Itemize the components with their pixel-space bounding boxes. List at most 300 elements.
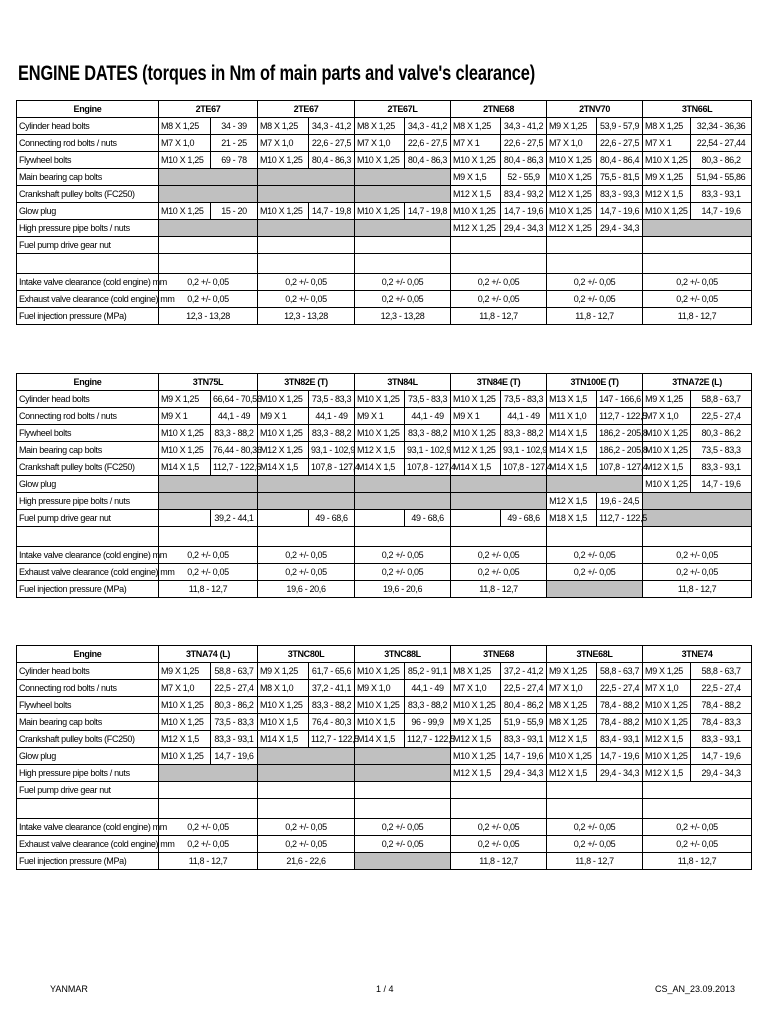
torque-value-cell: 80,4 - 86,2 — [501, 697, 547, 714]
torque-value-cell: 29,4 - 34,3 — [597, 765, 643, 782]
thread-size-cell: M10 X 1,25 — [451, 391, 501, 408]
value-cell — [258, 237, 355, 254]
value-cell: 0,2 +/- 0,05 — [258, 547, 355, 564]
value-cell — [643, 527, 752, 547]
row-label: Cylinder head bolts — [17, 663, 159, 680]
value-cell: 11,8 - 12,7 — [547, 308, 643, 325]
row-label: Connecting rod bolts / nuts — [17, 408, 159, 425]
table-row — [17, 765, 752, 782]
torque-value-cell: 14,7 - 19,6 — [691, 203, 752, 220]
torque-value-cell: 44,1 - 49 — [405, 680, 451, 697]
value-cell — [547, 254, 643, 274]
value-cell: 12,3 - 13,28 — [355, 308, 451, 325]
thread-size-cell: M7 X 1 — [451, 135, 501, 152]
torque-value-cell: 22,54 - 27,44 — [691, 135, 752, 152]
engine-model-header: 2TE67 — [258, 101, 355, 118]
torque-value-cell: 78,4 - 83,3 — [691, 714, 752, 731]
value-cell: 19,6 - 20,6 — [355, 581, 451, 598]
torque-value-cell: 112,7 - 122,5 — [405, 731, 451, 748]
table-header-row — [17, 646, 752, 663]
torque-value-cell: 107,8 - 127,4 — [501, 459, 547, 476]
thread-size-cell: M10 X 1,25 — [643, 476, 691, 493]
value-cell: 19,6 - 20,6 — [258, 581, 355, 598]
torque-value-cell: 14,7 - 19,6 — [691, 748, 752, 765]
value-cell: 0,2 +/- 0,05 — [643, 836, 752, 853]
row-label: Glow plug — [17, 203, 159, 220]
torque-value-cell: 29,4 - 34,3 — [691, 765, 752, 782]
value-cell: 0,2 +/- 0,05 — [258, 274, 355, 291]
value-cell: 0,2 +/- 0,05 — [258, 819, 355, 836]
torque-value-cell: 34,3 - 41,2 — [405, 118, 451, 135]
shaded-cell — [258, 186, 355, 203]
value-cell: 0,2 +/- 0,05 — [355, 547, 451, 564]
thread-size-cell: M13 X 1,5 — [547, 391, 597, 408]
torque-value-cell: 80,4 - 86,3 — [501, 152, 547, 169]
value-cell: 0,2 +/- 0,05 — [643, 274, 752, 291]
torque-value-cell: 93,1 - 102,9 — [501, 442, 547, 459]
thread-size-cell: M10 X 1,25 — [643, 442, 691, 459]
footer-left: YANMAR — [50, 984, 88, 994]
row-label: Fuel pump drive gear nut — [17, 237, 159, 254]
table-row — [17, 203, 752, 220]
row-label: Crankshaft pulley bolts (FC250) — [17, 459, 159, 476]
engine-column-header: Engine — [17, 646, 159, 663]
engine-model-header: 3TNC80L — [258, 646, 355, 663]
value-cell: 12,3 - 13,28 — [258, 308, 355, 325]
thread-size-cell: M9 X 1,0 — [355, 680, 405, 697]
value-cell — [643, 782, 752, 799]
thread-size-cell: M14 X 1,5 — [258, 459, 309, 476]
value-cell: 0,2 +/- 0,05 — [547, 819, 643, 836]
value-cell — [643, 237, 752, 254]
value-cell — [451, 254, 547, 274]
torque-value-cell: 29,4 - 34,3 — [501, 220, 547, 237]
torque-value-cell: 14,7 - 19,8 — [405, 203, 451, 220]
shaded-cell — [159, 220, 258, 237]
table-row — [17, 476, 752, 493]
footer-page-number: 1 / 4 — [376, 984, 394, 994]
torque-value-cell: 22,5 - 27,4 — [211, 680, 258, 697]
row-label: Exhaust valve clearance (cold engine) mm — [17, 836, 159, 853]
torque-value-cell: 37,2 - 41,2 — [501, 663, 547, 680]
value-cell — [258, 527, 355, 547]
spec-table — [16, 100, 752, 325]
table-row — [17, 442, 752, 459]
value-cell — [159, 237, 258, 254]
thread-size-cell: M10 X 1,25 — [643, 152, 691, 169]
row-label: High pressure pipe bolts / nuts — [17, 220, 159, 237]
table-header-row — [17, 374, 752, 391]
value-cell — [547, 527, 643, 547]
shaded-cell — [159, 186, 258, 203]
footer-doc-id: CS_AN_23.09.2013 — [655, 984, 736, 994]
thread-size-cell — [355, 510, 405, 527]
thread-size-cell: M12 X 1,5 — [643, 459, 691, 476]
row-label: Cylinder head bolts — [17, 391, 159, 408]
torque-value-cell: 69 - 78 — [211, 152, 258, 169]
table-row — [17, 680, 752, 697]
thread-size-cell: M9 X 1,25 — [547, 118, 597, 135]
shaded-cell — [355, 476, 451, 493]
torque-value-cell: 107,8 - 127,4 — [405, 459, 451, 476]
shaded-cell — [643, 220, 752, 237]
row-label: Exhaust valve clearance (cold engine) mm — [17, 291, 159, 308]
value-cell — [258, 782, 355, 799]
thread-size-cell: M8 X 1,25 — [451, 118, 501, 135]
thread-size-cell: M7 X 1,0 — [547, 135, 597, 152]
value-cell — [451, 799, 547, 819]
value-cell: 0,2 +/- 0,05 — [258, 836, 355, 853]
thread-size-cell: M8 X 1,25 — [547, 714, 597, 731]
value-cell: 11,8 - 12,7 — [643, 308, 752, 325]
thread-size-cell: M11 X 1,0 — [547, 408, 597, 425]
value-cell: 11,8 - 12,7 — [643, 581, 752, 598]
value-cell: 0,2 +/- 0,05 — [159, 836, 258, 853]
row-label — [17, 527, 159, 547]
row-label: Connecting rod bolts / nuts — [17, 135, 159, 152]
torque-value-cell: 34,3 - 41,2 — [309, 118, 355, 135]
table-row — [17, 782, 752, 799]
torque-value-cell: 73,5 - 83,3 — [309, 391, 355, 408]
engine-model-header: 3TN84L — [355, 374, 451, 391]
thread-size-cell: M10 X 1,25 — [643, 748, 691, 765]
value-cell: 0,2 +/- 0,05 — [159, 291, 258, 308]
value-cell: 11,8 - 12,7 — [451, 853, 547, 870]
thread-size-cell: M10 X 1,25 — [547, 152, 597, 169]
thread-size-cell: M10 X 1,25 — [258, 425, 309, 442]
torque-value-cell: 22,5 - 27,4 — [691, 680, 752, 697]
table-row — [17, 237, 752, 254]
thread-size-cell: M10 X 1,25 — [355, 152, 405, 169]
row-label: Fuel pump drive gear nut — [17, 782, 159, 799]
thread-size-cell: M10 X 1,25 — [643, 203, 691, 220]
thread-size-cell: M7 X 1,0 — [643, 680, 691, 697]
thread-size-cell: M12 X 1,25 — [547, 220, 597, 237]
torque-value-cell: 15 - 20 — [211, 203, 258, 220]
torque-value-cell: 22,6 - 27,5 — [309, 135, 355, 152]
value-cell — [451, 237, 547, 254]
value-cell — [643, 799, 752, 819]
thread-size-cell: M12 X 1,5 — [451, 186, 501, 203]
thread-size-cell: M14 X 1,5 — [547, 425, 597, 442]
thread-size-cell: M14 X 1,5 — [355, 731, 405, 748]
torque-value-cell: 58,8 - 63,7 — [597, 663, 643, 680]
torque-value-cell: 83,3 - 88,2 — [405, 425, 451, 442]
torque-value-cell: 44,1 - 49 — [309, 408, 355, 425]
row-label: Connecting rod bolts / nuts — [17, 680, 159, 697]
torque-value-cell: 83,3 - 93,1 — [501, 731, 547, 748]
engine-model-header: 3TNE68L — [547, 646, 643, 663]
shaded-cell — [355, 765, 451, 782]
value-cell — [451, 527, 547, 547]
torque-value-cell: 83,4 - 93,1 — [597, 731, 643, 748]
table-row — [17, 135, 752, 152]
thread-size-cell: M8 X 1,0 — [258, 680, 309, 697]
thread-size-cell: M10 X 1,25 — [258, 391, 309, 408]
value-cell — [547, 799, 643, 819]
table-row — [17, 799, 752, 819]
engine-model-header: 2TE67L — [355, 101, 451, 118]
shaded-cell — [258, 220, 355, 237]
thread-size-cell: M14 X 1,5 — [159, 459, 211, 476]
table-row — [17, 836, 752, 853]
torque-value-cell: 14,7 - 19,6 — [691, 476, 752, 493]
value-cell — [258, 799, 355, 819]
shaded-cell — [355, 853, 451, 870]
table-row — [17, 527, 752, 547]
thread-size-cell: M9 X 1 — [451, 408, 501, 425]
thread-size-cell: M7 X 1,0 — [643, 408, 691, 425]
value-cell: 0,2 +/- 0,05 — [547, 547, 643, 564]
torque-value-cell: 22,5 - 27,4 — [597, 680, 643, 697]
thread-size-cell: M9 X 1 — [355, 408, 405, 425]
thread-size-cell — [258, 510, 309, 527]
thread-size-cell: M10 X 1,5 — [258, 714, 309, 731]
torque-value-cell: 96 - 99,9 — [405, 714, 451, 731]
engine-model-header: 3TNC88L — [355, 646, 451, 663]
thread-size-cell: M10 X 1,25 — [355, 203, 405, 220]
value-cell: 0,2 +/- 0,05 — [451, 819, 547, 836]
thread-size-cell: M12 X 1,5 — [159, 731, 211, 748]
torque-value-cell: 78,4 - 88,2 — [597, 714, 643, 731]
torque-value-cell: 83,4 - 93,2 — [501, 186, 547, 203]
thread-size-cell: M10 X 1,25 — [159, 442, 211, 459]
table-row — [17, 291, 752, 308]
torque-value-cell: 93,1 - 102,9 — [405, 442, 451, 459]
torque-value-cell: 66,64 - 70,56 — [211, 391, 258, 408]
torque-value-cell: 44,1 - 49 — [501, 408, 547, 425]
row-label: Fuel injection pressure (MPa) — [17, 853, 159, 870]
torque-value-cell: 83,3 - 93,1 — [211, 731, 258, 748]
thread-size-cell: M9 X 1,25 — [451, 714, 501, 731]
torque-value-cell: 73,5 - 83,3 — [211, 714, 258, 731]
shaded-cell — [159, 493, 258, 510]
torque-value-cell: 83,3 - 88,2 — [501, 425, 547, 442]
row-label: Main bearing cap bolts — [17, 714, 159, 731]
torque-value-cell: 49 - 68,6 — [309, 510, 355, 527]
row-label: Flywheel bolts — [17, 697, 159, 714]
thread-size-cell: M10 X 1,25 — [451, 425, 501, 442]
thread-size-cell: M9 X 1,25 — [159, 663, 211, 680]
row-label: Main bearing cap bolts — [17, 169, 159, 186]
shaded-cell — [159, 169, 258, 186]
torque-value-cell: 22,5 - 27,4 — [691, 408, 752, 425]
engine-model-header: 3TN75L — [159, 374, 258, 391]
shaded-cell — [258, 169, 355, 186]
value-cell: 11,8 - 12,7 — [159, 853, 258, 870]
row-label: Crankshaft pulley bolts (FC250) — [17, 186, 159, 203]
thread-size-cell: M8 X 1,25 — [451, 663, 501, 680]
torque-value-cell: 14,7 - 19,6 — [501, 203, 547, 220]
torque-value-cell: 78,4 - 88,2 — [691, 697, 752, 714]
torque-value-cell: 75,5 - 81,5 — [597, 169, 643, 186]
row-label: High pressure pipe bolts / nuts — [17, 765, 159, 782]
thread-size-cell: M8 X 1,25 — [258, 118, 309, 135]
table-row — [17, 254, 752, 274]
thread-size-cell: M12 X 1,25 — [258, 442, 309, 459]
torque-value-cell: 186,2 - 205,8 — [597, 425, 643, 442]
torque-value-cell: 52 - 55,9 — [501, 169, 547, 186]
torque-value-cell: 80,4 - 86,3 — [309, 152, 355, 169]
thread-size-cell: M14 X 1,5 — [547, 442, 597, 459]
thread-size-cell: M9 X 1,25 — [643, 169, 691, 186]
thread-size-cell: M7 X 1,0 — [159, 680, 211, 697]
torque-value-cell: 22,6 - 27,5 — [597, 135, 643, 152]
engine-model-header: 2TNV70 — [547, 101, 643, 118]
torque-value-cell: 14,7 - 19,8 — [309, 203, 355, 220]
value-cell — [159, 799, 258, 819]
value-cell — [547, 782, 643, 799]
torque-value-cell: 73,5 - 83,3 — [405, 391, 451, 408]
engine-model-header: 3TN66L — [643, 101, 752, 118]
torque-value-cell: 76,44 - 80,36 — [211, 442, 258, 459]
table-row — [17, 391, 752, 408]
table-row — [17, 308, 752, 325]
value-cell — [355, 254, 451, 274]
thread-size-cell: M10 X 1,25 — [159, 714, 211, 731]
torque-value-cell: 112,7 - 122,5 — [309, 731, 355, 748]
torque-value-cell: 49 - 68,6 — [405, 510, 451, 527]
thread-size-cell: M10 X 1,25 — [547, 169, 597, 186]
torque-value-cell: 44,1 - 49 — [405, 408, 451, 425]
table-row — [17, 169, 752, 186]
thread-size-cell: M10 X 1,25 — [159, 152, 211, 169]
torque-value-cell: 61,7 - 65,6 — [309, 663, 355, 680]
table-row — [17, 220, 752, 237]
thread-size-cell: M10 X 1,25 — [159, 203, 211, 220]
page-title: ENGINE DATES (torques in Nm of main parts and valve's clearance) — [18, 62, 536, 85]
value-cell — [355, 527, 451, 547]
torque-value-cell: 14,7 - 19,6 — [211, 748, 258, 765]
thread-size-cell: M10 X 1,25 — [355, 425, 405, 442]
torque-value-cell: 83,3 - 93,1 — [691, 459, 752, 476]
thread-size-cell: M14 X 1,5 — [355, 459, 405, 476]
torque-value-cell: 107,8 - 127,4 — [309, 459, 355, 476]
value-cell: 0,2 +/- 0,05 — [643, 564, 752, 581]
table-row — [17, 547, 752, 564]
torque-value-cell: 32,34 - 36,36 — [691, 118, 752, 135]
torque-value-cell: 186,2 - 205,8 — [597, 442, 643, 459]
thread-size-cell: M10 X 1,25 — [355, 697, 405, 714]
value-cell: 0,2 +/- 0,05 — [159, 819, 258, 836]
value-cell: 21,6 - 22,6 — [258, 853, 355, 870]
engine-model-header: 2TE67 — [159, 101, 258, 118]
row-label — [17, 254, 159, 274]
value-cell — [355, 782, 451, 799]
torque-value-cell: 14,7 - 19,6 — [501, 748, 547, 765]
engine-model-header: 3TN84E (T) — [451, 374, 547, 391]
engine-model-header: 3TN100E (T) — [547, 374, 643, 391]
thread-size-cell: M9 X 1 — [258, 408, 309, 425]
engine-model-header: 3TNE74 — [643, 646, 752, 663]
value-cell — [159, 527, 258, 547]
row-label: Crankshaft pulley bolts (FC250) — [17, 731, 159, 748]
table-row — [17, 152, 752, 169]
shaded-cell — [258, 476, 355, 493]
torque-value-cell: 83,3 - 88,2 — [309, 425, 355, 442]
thread-size-cell: M10 X 1,25 — [159, 425, 211, 442]
engine-model-header: 3TNA72E (L) — [643, 374, 752, 391]
table-row — [17, 510, 752, 527]
row-label: Glow plug — [17, 476, 159, 493]
thread-size-cell: M9 X 1,25 — [643, 391, 691, 408]
torque-value-cell: 73,5 - 83,3 — [691, 442, 752, 459]
shaded-cell — [643, 510, 752, 527]
torque-value-cell: 34,3 - 41,2 — [501, 118, 547, 135]
thread-size-cell — [451, 510, 501, 527]
value-cell — [159, 782, 258, 799]
thread-size-cell: M14 X 1,5 — [451, 459, 501, 476]
value-cell: 0,2 +/- 0,05 — [355, 819, 451, 836]
value-cell: 0,2 +/- 0,05 — [451, 836, 547, 853]
thread-size-cell: M7 X 1,0 — [547, 680, 597, 697]
value-cell: 0,2 +/- 0,05 — [451, 274, 547, 291]
table-row — [17, 408, 752, 425]
torque-value-cell: 22,6 - 27,5 — [405, 135, 451, 152]
shaded-cell — [643, 493, 752, 510]
row-label: Intake valve clearance (cold engine) mm — [17, 819, 159, 836]
thread-size-cell: M12 X 1,25 — [547, 186, 597, 203]
torque-value-cell: 29,4 - 34,3 — [501, 765, 547, 782]
row-label: Fuel pump drive gear nut — [17, 510, 159, 527]
torque-value-cell: 83,3 - 88,2 — [309, 697, 355, 714]
torque-value-cell: 112,7 - 122,5 — [211, 459, 258, 476]
row-label: Main bearing cap bolts — [17, 442, 159, 459]
thread-size-cell: M8 X 1,25 — [643, 118, 691, 135]
thread-size-cell: M18 X 1,5 — [547, 510, 597, 527]
value-cell: 0,2 +/- 0,05 — [159, 564, 258, 581]
torque-value-cell: 53,9 - 57,9 — [597, 118, 643, 135]
value-cell: 0,2 +/- 0,05 — [643, 819, 752, 836]
torque-value-cell: 22,6 - 27,5 — [501, 135, 547, 152]
thread-size-cell: M10 X 1,25 — [451, 152, 501, 169]
value-cell: 11,8 - 12,7 — [451, 581, 547, 598]
table-row — [17, 748, 752, 765]
value-cell — [159, 254, 258, 274]
row-label: Flywheel bolts — [17, 425, 159, 442]
thread-size-cell: M10 X 1,5 — [355, 714, 405, 731]
torque-value-cell: 147 - 166,6 — [597, 391, 643, 408]
row-label: Cylinder head bolts — [17, 118, 159, 135]
torque-value-cell: 83,3 - 93,3 — [597, 186, 643, 203]
shaded-cell — [355, 169, 451, 186]
value-cell — [451, 782, 547, 799]
torque-value-cell: 14,7 - 19,6 — [597, 748, 643, 765]
value-cell: 0,2 +/- 0,05 — [547, 291, 643, 308]
torque-value-cell: 58,8 - 63,7 — [211, 663, 258, 680]
shaded-cell — [547, 476, 643, 493]
value-cell: 0,2 +/- 0,05 — [547, 836, 643, 853]
row-label: Fuel injection pressure (MPa) — [17, 581, 159, 598]
value-cell: 0,2 +/- 0,05 — [643, 547, 752, 564]
engine-column-header: Engine — [17, 101, 159, 118]
thread-size-cell: M10 X 1,25 — [355, 391, 405, 408]
torque-value-cell: 51,94 - 55,86 — [691, 169, 752, 186]
thread-size-cell: M10 X 1,25 — [643, 425, 691, 442]
thread-size-cell: M14 X 1,5 — [547, 459, 597, 476]
row-label: Intake valve clearance (cold engine) mm — [17, 274, 159, 291]
torque-value-cell: 58,8 - 63,7 — [691, 391, 752, 408]
shaded-cell — [451, 493, 547, 510]
row-label: Fuel injection pressure (MPa) — [17, 308, 159, 325]
thread-size-cell: M10 X 1,25 — [643, 714, 691, 731]
table-row — [17, 731, 752, 748]
torque-value-cell: 51,9 - 55,9 — [501, 714, 547, 731]
engine-model-header: 2TNE68 — [451, 101, 547, 118]
value-cell: 11,8 - 12,7 — [451, 308, 547, 325]
shaded-cell — [159, 476, 258, 493]
value-cell: 0,2 +/- 0,05 — [451, 291, 547, 308]
